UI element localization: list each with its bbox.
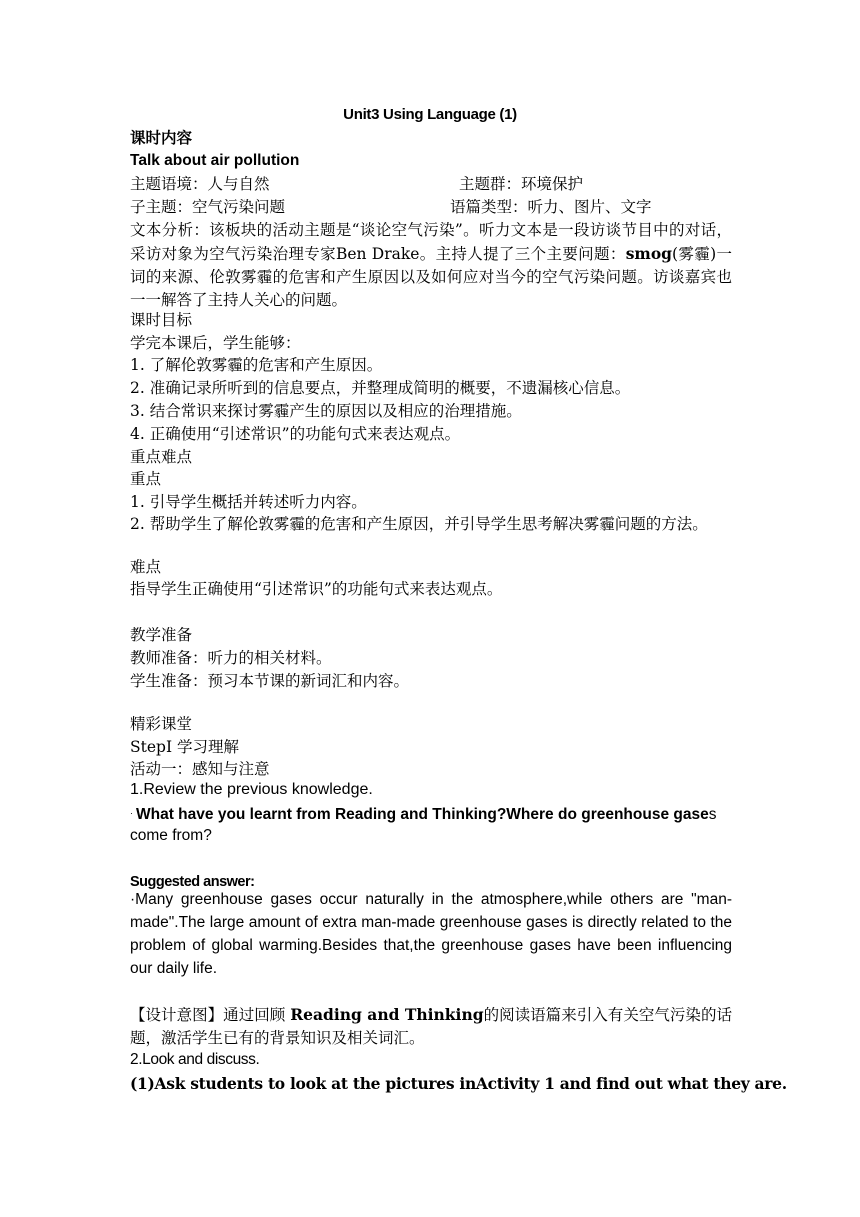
key-heading: 重点	[130, 470, 162, 488]
theme-group: 主题群：环境保护	[459, 175, 584, 193]
look-and-discuss: 2.Look and discuss.	[130, 1051, 260, 1068]
review-question	[130, 802, 716, 826]
document-title: Unit3 Using Language (1)	[343, 106, 517, 123]
review-question-cont: come from?	[130, 827, 212, 844]
objective-item: 4. 正确使用“引述常识”的功能句式来表达观点。	[130, 425, 461, 443]
objective-item: 1. 了解伦敦雾霾的危害和产生原因。	[130, 356, 383, 374]
smog-word: smog	[625, 244, 673, 263]
objective-item: 3. 结合常识来探讨雾霾产生的原因以及相应的治理措施。	[130, 402, 522, 420]
prep-heading: 教学准备	[130, 626, 193, 644]
review-instruction: 1.Review the previous knowledge.	[130, 781, 373, 798]
suggested-answer-label: Suggested answer:	[130, 874, 255, 890]
sub-theme: 子主题：空气污染问题	[130, 198, 286, 216]
activity-1: 活动一：感知与注意	[130, 760, 270, 778]
theme-context: 主题语境：人与自然	[130, 175, 270, 193]
key-difficult-heading: 重点难点	[130, 448, 193, 466]
design-intent-bold: Reading and Thinking	[290, 1005, 484, 1024]
section-heading-content: 课时内容	[130, 128, 193, 147]
design-intent-paragraph	[130, 1003, 732, 1050]
ask-students-instruction: (1)Ask students to look at the pictures inActivity 1 and find out what they are.	[130, 1074, 787, 1093]
objectives-heading: 课时目标	[130, 311, 193, 329]
class-heading: 精彩课堂	[130, 715, 193, 733]
difficult-point: 指导学生正确使用“引述常识”的功能句式来表达观点。	[130, 580, 503, 598]
bullet-glyph: ·	[130, 808, 133, 818]
suggested-answer-text: ·Many greenhouse gases occur naturally in the atmosphere,while others are "man-made".The large amount of extra man-made greenhouse gases is directly related to the problem of global warming.Besides that,the greenhouse gases have been influencing our daily life.	[130, 891, 732, 977]
key-point-item: 2. 帮助学生了解伦敦雾霾的危害和产生原因，并引导学生思考解决雾霾问题的方法。	[130, 515, 708, 533]
step-1: StepI 学习理解	[130, 738, 239, 756]
difficult-heading: 难点	[130, 558, 162, 576]
objective-item: 2. 准确记录所听到的信息要点，并整理成简明的概要，不遗漏核心信息。	[130, 379, 631, 397]
design-intent-prefix: 【设计意图】通过回顾	[130, 1006, 291, 1024]
teacher-prep: 教师准备：听力的相关材料。	[130, 649, 332, 667]
text-analysis-paragraph	[130, 219, 732, 312]
key-point-item: 1. 引导学生概括并转述听力内容。	[130, 493, 367, 511]
objectives-intro: 学完本课后，学生能够：	[130, 334, 301, 352]
text-type: 语篇类型：听力、图片、文字	[450, 198, 652, 216]
question-bold: What have you learnt from Reading and Thinking?Where do greenhouse gase	[136, 806, 709, 823]
question-rest: s	[708, 806, 717, 823]
analysis-part-1: 文本分析：该板块的活动主题是“谈论空气污染”。听力文本是一段访谈节目中的对话，采访对象为空气污染治理专家Ben Drake。主持人提了三个主要问题：	[130, 221, 732, 263]
design-intent-suffix: 的阅读语篇来引入有关空气污染的话题，激活学生已有的背景知识及相关词汇。	[130, 1006, 732, 1047]
analysis-part-2: (雾霾)一词的来源、伦敦雾霾的危害和产生原因以及如何应对当今的空气污染问题。访谈嘉宾也一一解答了主持人关心的问题。	[130, 245, 732, 309]
student-prep: 学生准备：预习本节课的新词汇和内容。	[130, 672, 410, 690]
lesson-topic: Talk about air pollution	[130, 152, 300, 169]
